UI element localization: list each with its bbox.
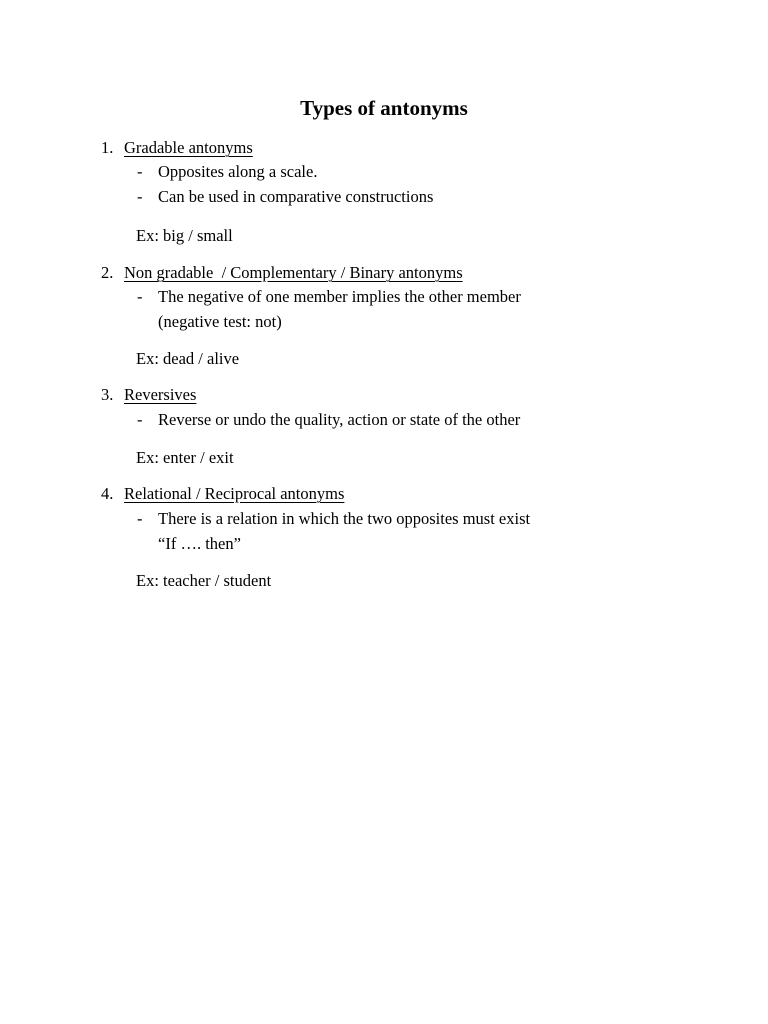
bullet-text-continuation: “If …. then” bbox=[158, 534, 241, 553]
section-heading: Non gradable / Complementary / Binary antonyms bbox=[124, 263, 463, 282]
section-number: 4. bbox=[101, 484, 114, 503]
example-text: Ex: big / small bbox=[136, 226, 233, 245]
example-text: Ex: teacher / student bbox=[136, 571, 272, 590]
bullet-text: The negative of one member implies the other member bbox=[158, 287, 521, 306]
example-text: Ex: dead / alive bbox=[136, 349, 240, 368]
bullet-text-continuation: (negative test: not) bbox=[158, 312, 282, 331]
bullet-text: Reverse or undo the quality, action or state of the other bbox=[158, 410, 521, 429]
bullet-text: Can be used in comparative constructions bbox=[158, 187, 434, 206]
section-heading: Relational / Reciprocal antonyms bbox=[124, 484, 345, 503]
bullet-dash: - bbox=[137, 162, 143, 181]
bullet-text: Opposites along a scale. bbox=[158, 162, 318, 181]
page-title: Types of antonyms bbox=[300, 96, 468, 120]
section-heading: Gradable antonyms bbox=[124, 138, 253, 157]
section-number: 3. bbox=[101, 385, 114, 404]
section-heading: Reversives bbox=[124, 385, 197, 404]
bullet-dash: - bbox=[137, 287, 143, 306]
example-text: Ex: enter / exit bbox=[136, 448, 234, 467]
bullet-dash: - bbox=[137, 410, 143, 429]
section-number: 2. bbox=[101, 263, 114, 282]
section-number: 1. bbox=[101, 138, 114, 157]
bullet-dash: - bbox=[137, 187, 143, 206]
bullet-text: There is a relation in which the two opposites must exist bbox=[158, 509, 531, 528]
bullet-dash: - bbox=[137, 509, 143, 528]
